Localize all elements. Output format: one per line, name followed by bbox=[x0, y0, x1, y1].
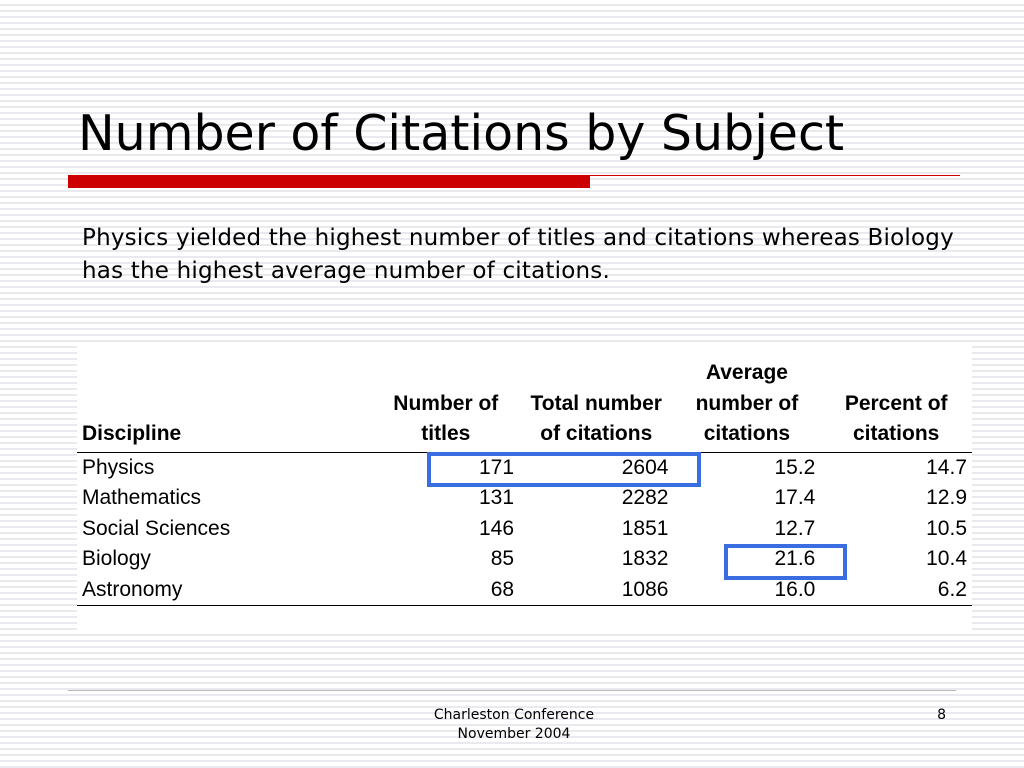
title-underline-rule bbox=[590, 175, 960, 176]
cell-number-of-titles: 171 bbox=[479, 455, 515, 479]
cell-average-citations: 21.6 bbox=[774, 547, 816, 571]
slide-title: Number of Citations by Subject bbox=[78, 105, 845, 162]
table-row bbox=[77, 575, 972, 606]
cell-percent-citations: 10.4 bbox=[926, 547, 967, 571]
cell-total-citations: 2282 bbox=[621, 486, 669, 510]
cell-discipline: Social Sciences bbox=[82, 516, 231, 540]
header-average-citations: Average number of citations bbox=[673, 358, 820, 452]
cell-average-citations: 17.4 bbox=[774, 486, 816, 510]
slide-page-number: 8 bbox=[937, 707, 946, 723]
cell-discipline: Biology bbox=[82, 547, 151, 571]
cell-percent-citations: 14.7 bbox=[926, 455, 967, 479]
footer-rule bbox=[68, 690, 956, 691]
slide-subtitle: Physics yielded the highest number of titles and citations whereas Biology has the highest average number of citations. bbox=[82, 225, 954, 284]
cell-total-citations: 1086 bbox=[519, 575, 673, 606]
footer-conference-name: Charleston Conference bbox=[433, 707, 595, 723]
cell-average-citations: 16.0 bbox=[673, 575, 820, 606]
citations-table bbox=[77, 358, 972, 606]
cell-total-citations: 2604 bbox=[621, 455, 669, 479]
cell-discipline: Astronomy bbox=[77, 575, 373, 606]
cell-discipline: Mathematics bbox=[82, 486, 202, 510]
cell-number-of-titles: 85 bbox=[490, 547, 515, 571]
cell-average-citations: 15.2 bbox=[774, 455, 816, 479]
table-panel bbox=[77, 344, 972, 632]
table-row bbox=[77, 514, 972, 545]
table-header-row bbox=[77, 358, 972, 452]
header-percent-citations: Percent of citations bbox=[820, 358, 972, 452]
cell-average-citations: 12.7 bbox=[774, 516, 816, 540]
cell-total-citations: 1851 bbox=[621, 516, 669, 540]
table-row bbox=[77, 544, 972, 575]
cell-number-of-titles: 68 bbox=[373, 575, 519, 606]
header-total-citations: Total number of citations bbox=[519, 358, 673, 452]
footer-conference bbox=[372, 706, 656, 744]
cell-number-of-titles: 146 bbox=[479, 516, 515, 540]
cell-percent-citations: 6.2 bbox=[820, 575, 972, 606]
cell-total-citations: 1832 bbox=[621, 547, 669, 571]
header-discipline: Discipline bbox=[77, 358, 373, 452]
cell-percent-citations: 12.9 bbox=[926, 486, 967, 510]
header-number-of-titles: Number of titles bbox=[373, 358, 519, 452]
footer-conference-date: November 2004 bbox=[457, 726, 571, 742]
title-underline-accent bbox=[68, 175, 590, 188]
cell-percent-citations: 10.5 bbox=[926, 516, 967, 540]
table-row bbox=[77, 452, 972, 483]
cell-number-of-titles: 131 bbox=[479, 486, 515, 510]
table-row bbox=[77, 483, 972, 514]
cell-discipline: Physics bbox=[82, 455, 155, 479]
